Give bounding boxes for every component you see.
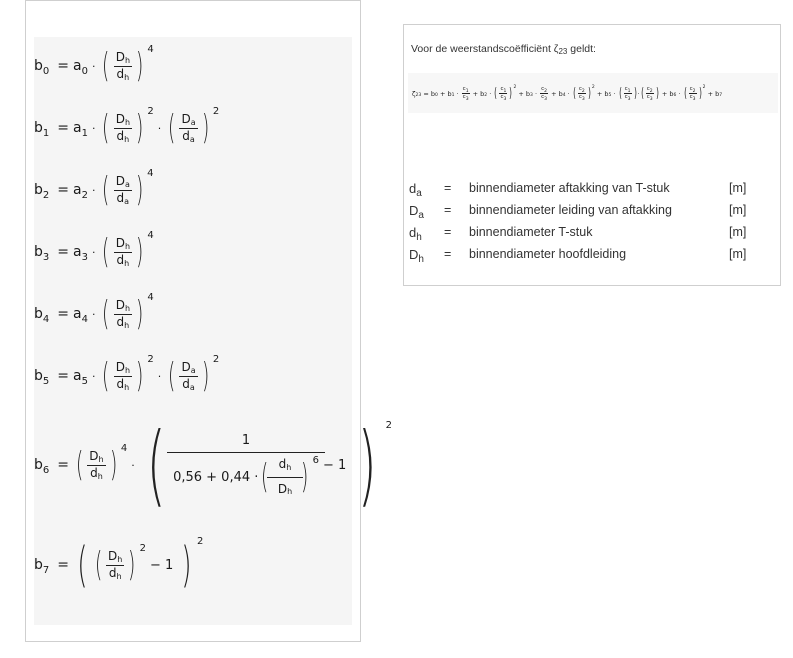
lhs-symbol: b xyxy=(34,58,43,74)
num-symbol: D xyxy=(115,359,125,374)
equals-sign: = xyxy=(57,182,69,198)
exponent: 2 xyxy=(197,535,204,547)
den-symbol: d xyxy=(116,252,125,267)
zeta-subscript: 23 xyxy=(415,92,422,98)
coef-subscript: 5 xyxy=(81,376,88,387)
num-subscript: h xyxy=(117,554,123,564)
num-subscript: h xyxy=(286,463,292,472)
right-paren: ) xyxy=(201,108,209,148)
heading-text: Voor de weerstandscoëfficiënt ζ xyxy=(411,43,559,55)
fraction-numerator: 1 xyxy=(167,433,325,453)
fraction xyxy=(106,549,124,582)
unit-cell: [m] xyxy=(729,181,747,195)
coef-symbol: a xyxy=(73,306,82,322)
formula-b5 xyxy=(34,353,220,396)
coef-subscript: 2 xyxy=(81,190,88,201)
multiply-dot: · xyxy=(131,458,135,472)
fraction xyxy=(179,112,197,145)
fraction xyxy=(114,236,132,269)
coef-subscript: 3 xyxy=(81,252,88,263)
term-sub: 1 xyxy=(451,92,455,98)
lhs-subscript: 4 xyxy=(42,314,50,325)
coef-subscript: 0 xyxy=(81,66,88,77)
multiply-dot: · xyxy=(157,121,162,135)
term-sub: 7 xyxy=(719,92,723,98)
formula-b0 xyxy=(34,43,154,86)
fraction xyxy=(273,457,298,497)
term-sub: 3 xyxy=(530,92,533,98)
exponent: 4 xyxy=(147,167,154,179)
description-cell: binnendiameter leiding van aftakking xyxy=(469,203,672,217)
right-paren: ) xyxy=(201,356,209,396)
outer-bracket xyxy=(139,413,393,516)
formula-lhs xyxy=(34,182,50,201)
term-b2: + b xyxy=(472,89,485,98)
right-paren: ) xyxy=(128,545,136,585)
fraction xyxy=(114,50,132,83)
den-subscript: h xyxy=(97,471,103,481)
term-sub: 4 xyxy=(562,92,566,98)
num-subscript: h xyxy=(124,117,131,127)
num-subscript: h xyxy=(124,303,131,313)
ratio-Dh-dh xyxy=(99,229,154,272)
den-symbol: d xyxy=(116,190,125,205)
num-symbol: D xyxy=(108,548,118,563)
lhs-symbol: b xyxy=(34,120,43,136)
ratio-c2-c3: $c_2$ $c_3$ xyxy=(689,86,696,102)
equals-sign: = xyxy=(57,557,69,573)
left-paren: ( xyxy=(102,170,110,210)
coefficient xyxy=(73,120,88,139)
term-sub: 0 xyxy=(435,92,438,98)
den-symbol: d xyxy=(116,314,125,329)
num-symbol: D xyxy=(115,173,125,188)
minus-one: − 1 xyxy=(149,557,174,573)
num-symbol: d xyxy=(278,457,287,471)
num-subscript: h xyxy=(124,365,131,375)
term-b5: + b xyxy=(596,89,609,98)
lhs-symbol: b xyxy=(34,368,43,384)
coef-subscript: 1 xyxy=(81,128,88,139)
den-subscript: h xyxy=(124,134,130,144)
right-paren: ) xyxy=(136,46,144,86)
symbol-cell: $D_h$ xyxy=(409,246,424,265)
unit-cell: [m] xyxy=(729,247,747,261)
formula-b6 xyxy=(34,413,393,516)
multiply-dot: · xyxy=(157,369,162,383)
ratio-c1-c3: $c_1$ $c_3$ xyxy=(624,86,631,102)
ratio-Dh-dh xyxy=(99,353,154,396)
exponent: 2 xyxy=(385,419,393,431)
term-b6: + b xyxy=(661,89,674,98)
coef-symbol: a xyxy=(73,58,82,74)
term-b3: + b xyxy=(518,89,531,98)
coef-symbol: a xyxy=(73,368,82,384)
den-subscript: a xyxy=(189,382,195,392)
num-subscript: a xyxy=(124,179,130,189)
multiply-dot: · xyxy=(91,121,96,135)
exponent: 2 xyxy=(212,353,220,365)
formula-lhs xyxy=(34,58,50,77)
den-subscript: a xyxy=(124,196,130,206)
term-sub: 2 xyxy=(484,92,488,98)
coef-subscript: 4 xyxy=(81,314,88,325)
right-paren: ) xyxy=(136,356,144,396)
num-symbol: D xyxy=(115,235,125,250)
ratio-c2-c3: $c_2$ $c_3$ xyxy=(578,86,585,102)
ratio-Dh-dh xyxy=(73,442,128,485)
lhs-symbol: b xyxy=(34,244,43,260)
formula-lhs xyxy=(34,306,50,325)
heading-suffix: geldt: xyxy=(567,43,596,55)
lhs-subscript: 5 xyxy=(42,376,50,387)
left-paren: ( xyxy=(75,445,84,485)
symbol-cell: $D_a$ xyxy=(409,202,424,221)
fraction xyxy=(114,112,132,145)
exponent: 2 xyxy=(212,105,220,117)
lhs-subscript: 0 xyxy=(42,66,50,77)
right-paren: ) xyxy=(136,232,144,272)
left-paren: ( xyxy=(94,545,103,585)
formula-lhs xyxy=(34,368,50,387)
ratio-Da-da xyxy=(99,167,154,210)
den-subscript: h xyxy=(124,382,130,392)
coefficient xyxy=(73,306,88,325)
num-symbol: D xyxy=(181,359,191,374)
exponent: 4 xyxy=(147,291,154,303)
equals-sign: = xyxy=(57,306,69,322)
den-symbol: d xyxy=(116,376,125,391)
den-subscript: a xyxy=(189,134,195,144)
den-subscript: h xyxy=(124,320,130,330)
exponent: 6 xyxy=(312,454,319,466)
left-paren: ( xyxy=(102,232,110,272)
den-symbol: d xyxy=(182,128,190,143)
fraction xyxy=(114,298,132,331)
definition-row xyxy=(409,177,769,199)
term-b7: + b xyxy=(707,89,720,98)
fraction xyxy=(114,174,132,207)
definition-row xyxy=(409,221,769,243)
exponent: 2 xyxy=(139,542,146,554)
num-subscript: a xyxy=(190,117,196,127)
right-paren: ) xyxy=(181,537,192,593)
num-subscript: h xyxy=(124,241,131,251)
formula-b7 xyxy=(34,535,204,593)
lhs-subscript: 6 xyxy=(42,465,50,476)
lhs-symbol: b xyxy=(34,557,43,573)
multiply-dot: · xyxy=(91,307,96,321)
coefficient xyxy=(73,368,88,387)
exponent: 4 xyxy=(147,229,154,241)
formula-b3 xyxy=(34,229,154,272)
fraction-denominator xyxy=(173,453,319,497)
term-b0: = b xyxy=(423,89,435,98)
formula-lhs xyxy=(34,120,50,139)
num-symbol: D xyxy=(181,111,191,126)
lhs-subscript: 1 xyxy=(42,128,50,139)
multiply-dot: · xyxy=(91,369,96,383)
exponent: 4 xyxy=(147,43,154,55)
coef-symbol: a xyxy=(73,120,82,136)
left-paren: ( xyxy=(102,356,110,396)
definitions-table xyxy=(409,177,769,265)
coefficient xyxy=(73,58,88,77)
equals-sign: = xyxy=(57,120,69,136)
left-paren: ( xyxy=(102,46,110,86)
den-symbol: d xyxy=(116,66,125,81)
coefficient xyxy=(73,244,88,263)
lhs-symbol: b xyxy=(34,457,43,473)
formula-lhs xyxy=(34,557,50,576)
exponent: 2 xyxy=(147,105,154,117)
equals-sign: = xyxy=(57,457,69,473)
formula-b1 xyxy=(34,105,220,148)
ratio-Dh-dh xyxy=(92,542,146,585)
formula-lhs xyxy=(34,244,50,263)
zeta-formula: ζ 23 = b 0 + b 1 · $c_1$ $c_3$ + b 2 · ( $c_1$ $c_3$ ) 2 + b 3 · $c_2$ $c_3$ + b 4 · ( $c_2$ $c_3$ ) 2 + b 5 · ( $c_1$ $c_3$ ) · ( $c_2$ $c_3$ ) + b 6 · ( $c_2$ $c_3$ ) 2 + b 7 xyxy=(412,85,723,102)
num-subscript: h xyxy=(124,55,131,65)
den-subscript: h xyxy=(124,72,130,82)
formula-b4 xyxy=(34,291,154,334)
den-symbol: d xyxy=(116,128,125,143)
ratio-c2-c3: $c_2$ $c_3$ xyxy=(541,86,548,102)
formula-b2 xyxy=(34,167,154,210)
constant-term: 0,56 + 0,44 · xyxy=(173,469,259,485)
den-subscript: h xyxy=(287,487,293,496)
symbol-cell: $d_a$ xyxy=(409,180,422,199)
ratio-Dh-dh xyxy=(99,105,154,148)
ratio-c1-c3: $c_1$ $c_3$ xyxy=(500,86,507,102)
heading-subscript: 23 xyxy=(558,47,568,56)
right-paren: ) xyxy=(358,413,377,516)
formulas-panel xyxy=(25,0,393,642)
equals-cell: = xyxy=(444,247,452,261)
equals-cell: = xyxy=(444,181,452,195)
den-subscript: h xyxy=(116,571,122,581)
right-paren: ) xyxy=(136,294,144,334)
big-fraction xyxy=(173,433,319,497)
fraction xyxy=(87,449,105,482)
num-symbol: D xyxy=(89,448,99,463)
multiply-dot: · xyxy=(91,183,96,197)
equals-sign: = xyxy=(57,58,69,74)
num-subscript: a xyxy=(190,365,196,375)
left-paren: ( xyxy=(102,108,110,148)
num-symbol: D xyxy=(115,111,125,126)
lhs-subscript: 2 xyxy=(42,190,50,201)
description-cell: binnendiameter hoofdleiding xyxy=(469,247,627,261)
zeta-symbol: ζ xyxy=(412,89,416,98)
coef-symbol: a xyxy=(73,182,82,198)
den-symbol: d xyxy=(108,565,117,580)
description-cell: binnendiameter aftakking van T-stuk xyxy=(469,181,670,195)
ratio-dh-Dh xyxy=(258,454,319,497)
exponent: 2 xyxy=(147,353,154,365)
panel-heading xyxy=(411,43,596,55)
num-subscript: h xyxy=(98,454,104,464)
ratio-Da-da xyxy=(165,353,220,396)
unit-cell: [m] xyxy=(729,203,747,217)
unit-cell: [m] xyxy=(729,225,747,239)
right-paren: ) xyxy=(301,457,309,497)
coefficient xyxy=(73,182,88,201)
right-paren: ) xyxy=(135,170,144,210)
equals-cell: = xyxy=(444,203,452,217)
equals-sign: = xyxy=(57,244,69,260)
term-sub: 5 xyxy=(608,92,612,98)
den-symbol: d xyxy=(90,465,98,480)
lhs-symbol: b xyxy=(34,182,43,198)
definitions-panel xyxy=(403,24,781,286)
den-symbol: D xyxy=(277,482,288,496)
right-paren: ) xyxy=(109,445,117,485)
lhs-subscript: 3 xyxy=(42,252,50,263)
fraction xyxy=(179,360,197,393)
equals-sign: = xyxy=(57,368,69,384)
ratio-Da-da xyxy=(165,105,220,148)
equals-cell: = xyxy=(444,225,452,239)
den-symbol: d xyxy=(182,376,190,391)
fraction xyxy=(114,360,132,393)
description-cell: binnendiameter T-stuk xyxy=(469,225,593,239)
ratio-c2-c3: $c_2$ $c_3$ xyxy=(646,86,653,102)
symbol-cell: $d_h$ xyxy=(409,224,422,243)
multiply-dot: · xyxy=(91,245,96,259)
definition-row xyxy=(409,199,769,221)
num-symbol: D xyxy=(115,49,125,64)
definition-row xyxy=(409,243,769,265)
term-sub: 6 xyxy=(673,92,677,98)
ratio-Dh-dh xyxy=(99,291,154,334)
coef-symbol: a xyxy=(73,244,82,260)
multiply-dot: · xyxy=(91,59,96,73)
right-paren: ) xyxy=(136,108,144,148)
ratio-Dh-dh xyxy=(99,43,154,86)
num-symbol: D xyxy=(115,297,125,312)
left-paren: ( xyxy=(261,457,269,497)
left-paren: ( xyxy=(168,108,176,148)
left-paren: ( xyxy=(77,537,88,593)
term-b4: + b xyxy=(551,89,563,98)
term-b1: + b xyxy=(439,89,452,98)
den-subscript: h xyxy=(124,258,130,268)
formula-lhs xyxy=(34,457,50,476)
exponent: 4 xyxy=(120,442,128,454)
lhs-symbol: b xyxy=(34,306,43,322)
lhs-subscript: 7 xyxy=(42,565,50,576)
left-paren: ( xyxy=(168,356,176,396)
ratio-c1-c3: $c_1$ $c_3$ xyxy=(462,86,469,102)
left-paren: ( xyxy=(102,294,110,334)
minus-one: − 1 xyxy=(323,457,347,473)
left-paren: ( xyxy=(146,413,166,516)
zeta-formula-box xyxy=(408,73,778,113)
outer-bracket xyxy=(73,535,204,593)
